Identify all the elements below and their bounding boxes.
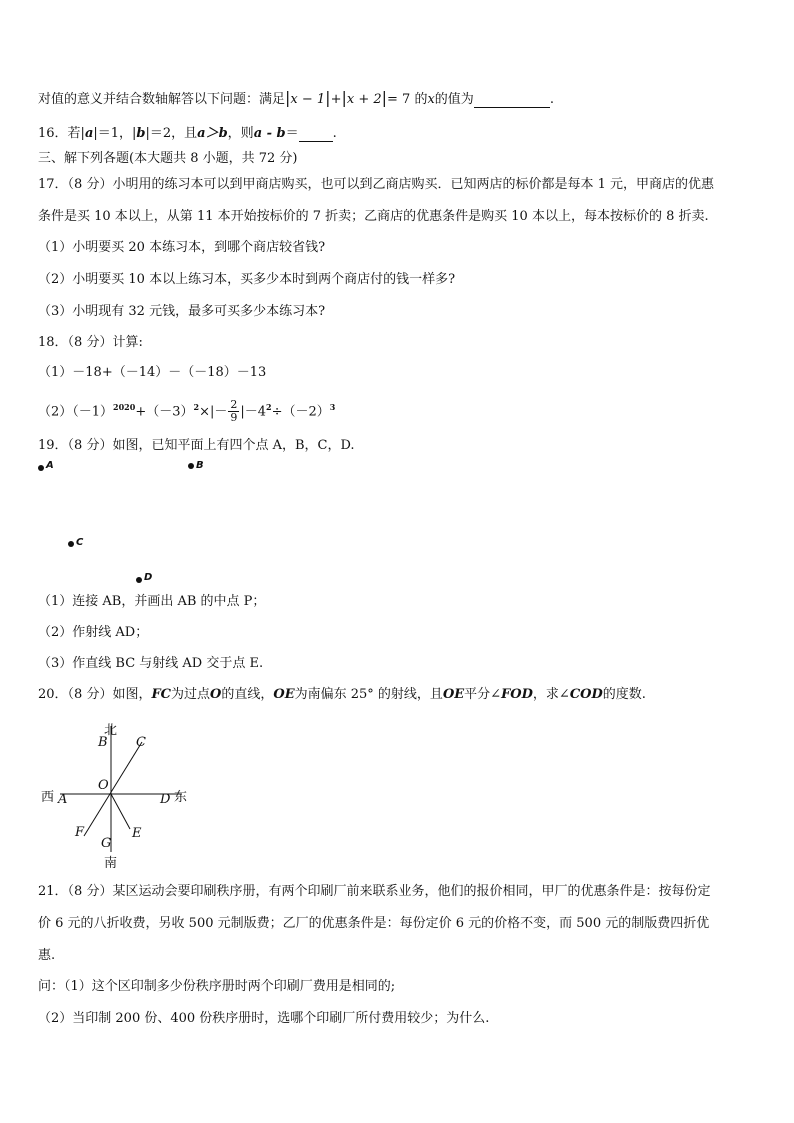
q16-eq: ＝ [285,126,299,141]
q15-var: x [427,92,435,107]
q18-text: |－4 [240,404,266,420]
q20-var: FOD [501,687,533,702]
q21-sub1: 问：（1）这个区印制多少份秩序册时两个印刷厂费用是相同的; [38,979,396,994]
q21-line2: 价 6 元的八折收费，另收 500 元制版费；乙厂的优惠条件是：每份定价 6 元的价格不变，而 500 元的制版费四折优 [38,916,710,931]
oe-ray [111,794,130,829]
q15-abs1: x − 1 [290,92,326,107]
abs-bar: | [325,88,331,107]
section-header: 三、解下列各题(本大题共 8 小题，共 72 分) [38,151,298,166]
fraction-denominator: 9 [230,411,238,425]
q19-sub3: （3）作直线 BC 与射线 AD 交于点 E. [38,656,264,671]
q18-text: ×|－ [199,404,228,420]
label-north: 北 [104,723,118,738]
q15-post: 的值为 [434,92,474,107]
q21-line1: 21．（8 分）某区运动会要印刷秩序册，有两个印刷厂前来联系业务，他们的报价相同，甲厂的优惠条件是：按每份定 [38,884,711,899]
point-c-label: C [76,537,84,548]
label-east: 东 [174,790,188,805]
fraction-numerator: 2 [230,398,238,412]
q20-var: O [210,687,222,702]
q18-text: （2）（－1） [38,404,114,420]
label-west: 西 [41,790,55,805]
q17-sub1: （1）小明要买 20 本练习本，到哪个商店较省钱? [38,240,326,255]
label-e: E [132,826,142,841]
q19-title: 19．（8 分）如图，已知平面上有四个点 A，B，C，D. [38,438,355,453]
abs-bar: | [381,88,388,107]
q17-sub3: （3）小明现有 32 元钱，最多可买多少本练习本? [38,304,326,319]
abs-bar: | [285,88,291,107]
q20-var: OE [442,687,465,702]
label-a: A [58,792,68,807]
q20-text: 的直线， [221,687,274,702]
q21-line3: 惠. [38,948,56,963]
q15-abs2: x + 2 [346,92,382,107]
label-g: G [101,836,112,851]
q15-plus: + [330,92,342,107]
label-south: 南 [104,856,118,871]
q16-var-a: a [84,126,94,141]
label-b: B [98,735,108,750]
q16-text: |＝2，且 [145,126,198,141]
abs-bar: | [341,88,347,107]
q16-var-b: b [136,126,146,141]
q15-text: 对值的意义并结合数轴解答以下问题：满足 [38,92,286,107]
q19-sub2: （2）作射线 AD； [38,625,149,640]
q21-sub2: （2）当印制 200 份、400 份秩序册时，选哪个印刷厂所付费用较少；为什么. [38,1011,490,1026]
q15-end: . [549,92,554,107]
q18-text: ÷（－2） [271,404,330,420]
q20-text: 的度数. [602,687,646,702]
fc-line [84,742,142,836]
q17-sub2: （2）小明要买 10 本以上练习本，买多少本时到两个商店付的钱一样多? [38,272,456,287]
q16-condition: a＞b [197,126,228,141]
exponent: 2 [266,402,272,412]
q20-text: 20．（8 分）如图， [38,687,152,702]
q16-end: . [332,126,337,141]
label-f: F [75,825,85,840]
q18-sub1: （1）－18+（－14）－（－18）－13 [38,365,267,380]
q15-eq: = 7 的 [387,92,428,107]
q20-text: 为南偏东 25° 的射线，且 [294,687,443,702]
exponent: 2020 [113,402,136,412]
label-o: O [98,778,109,793]
point-d-label: D [144,572,153,583]
q18-text: +（－3） [135,404,194,420]
q17-line1: 17．（8 分）小明用的练习本可以到甲商店购买，也可以到乙商店购买．已知两店的标价都是每本 1 元，甲商店的优惠 [38,177,714,192]
q16-text: |＝1，| [93,126,137,141]
exponent: 2 [193,402,200,412]
q20-text: 为过点 [171,687,211,702]
exponent: 3 [329,402,336,412]
q19-sub1: （1）连接 AB，并画出 AB 的中点 P； [38,594,266,609]
label-d: D [160,792,171,807]
q17-line2: 条件是买 10 本以上，从第 11 本开始按标价的 7 折卖；乙商店的优惠条件是购买 10 本以上，每本按标价的 8 折卖. [38,209,709,224]
q18-title: 18．（8 分）计算: [38,335,143,350]
q20-text: 平分∠ [464,687,502,702]
q20-var: COD [569,687,603,702]
point-a-label: A [46,460,54,471]
q16-text: 16．若| [38,126,85,141]
q20-var: OE [273,687,295,702]
q16-expression: a - b [253,126,286,141]
q20-text: ，求∠ [532,687,570,702]
q16-text: ，则 [227,126,254,141]
label-c: C [136,735,146,750]
point-b-label: B [196,460,204,471]
q20-var: FC [151,687,172,702]
